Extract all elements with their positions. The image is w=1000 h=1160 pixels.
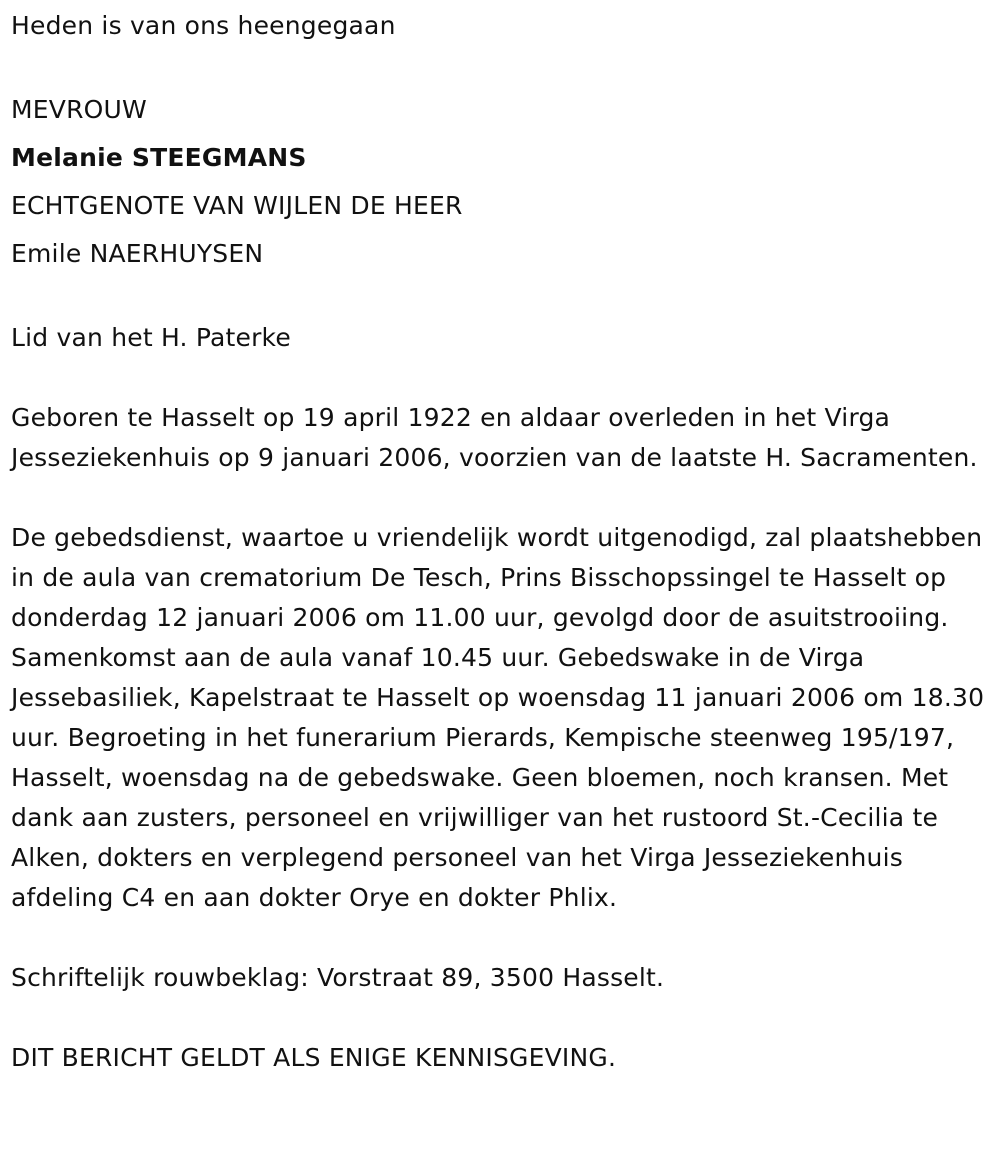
membership-line: Lid van het H. Paterke bbox=[11, 323, 291, 352]
deceased-block bbox=[11, 86, 986, 278]
notice-line: DIT BERICHT GELDT ALS ENIGE KENNISGEVING. bbox=[11, 1043, 617, 1072]
condolence-address: Schriftelijk rouwbeklag: Vorstraat 89, 3500 Hasselt. bbox=[11, 963, 665, 992]
deceased-name: Melanie STEEGMANS bbox=[11, 143, 307, 172]
spouse-name: Emile NAERHUYSEN bbox=[11, 239, 264, 268]
relation-line: ECHTGENOTE VAN WIJLEN DE HEER bbox=[11, 191, 463, 220]
honorific: MEVROUW bbox=[11, 95, 147, 124]
birth-death-paragraph: Geboren te Hasselt op 19 april 1922 en aldaar overleden in het Virga Jesseziekenhuis op 9 januari 2006, voorzien van de laatste H. Sacramenten. bbox=[11, 403, 978, 472]
service-paragraph: De gebedsdienst, waartoe u vriendelijk wordt uitgenodigd, zal plaatshebben in de aula van crematorium De Tesch, Prins Bisschopssingel te Hasselt op donderdag 12 januari 2006 om 11.00 uur, gevolgd door de asuitstrooiing. Samenkomst aan de aula vanaf 10.45 uur. Gebedswake in de Virga Jessebasiliek, Kapelstraat te Hasselt op woensdag 11 januari 2006 om 18.30 uur. Begroeting in het funerarium Pierards, Kempische steenweg 195/197, Hasselt, woensdag na de gebedswake. Geen bloemen, noch kransen. Met dank aan zusters, personeel en vrijwilliger van het rustoord St.-Cecilia te Alken, dokters en verplegend personeel van het Virga Jesseziekenhuis afdeling C4 en aan dokter Orye en dokter Phlix. bbox=[11, 523, 985, 912]
death-notice bbox=[11, 6, 986, 1078]
opening-line: Heden is van ons heengegaan bbox=[11, 11, 396, 40]
